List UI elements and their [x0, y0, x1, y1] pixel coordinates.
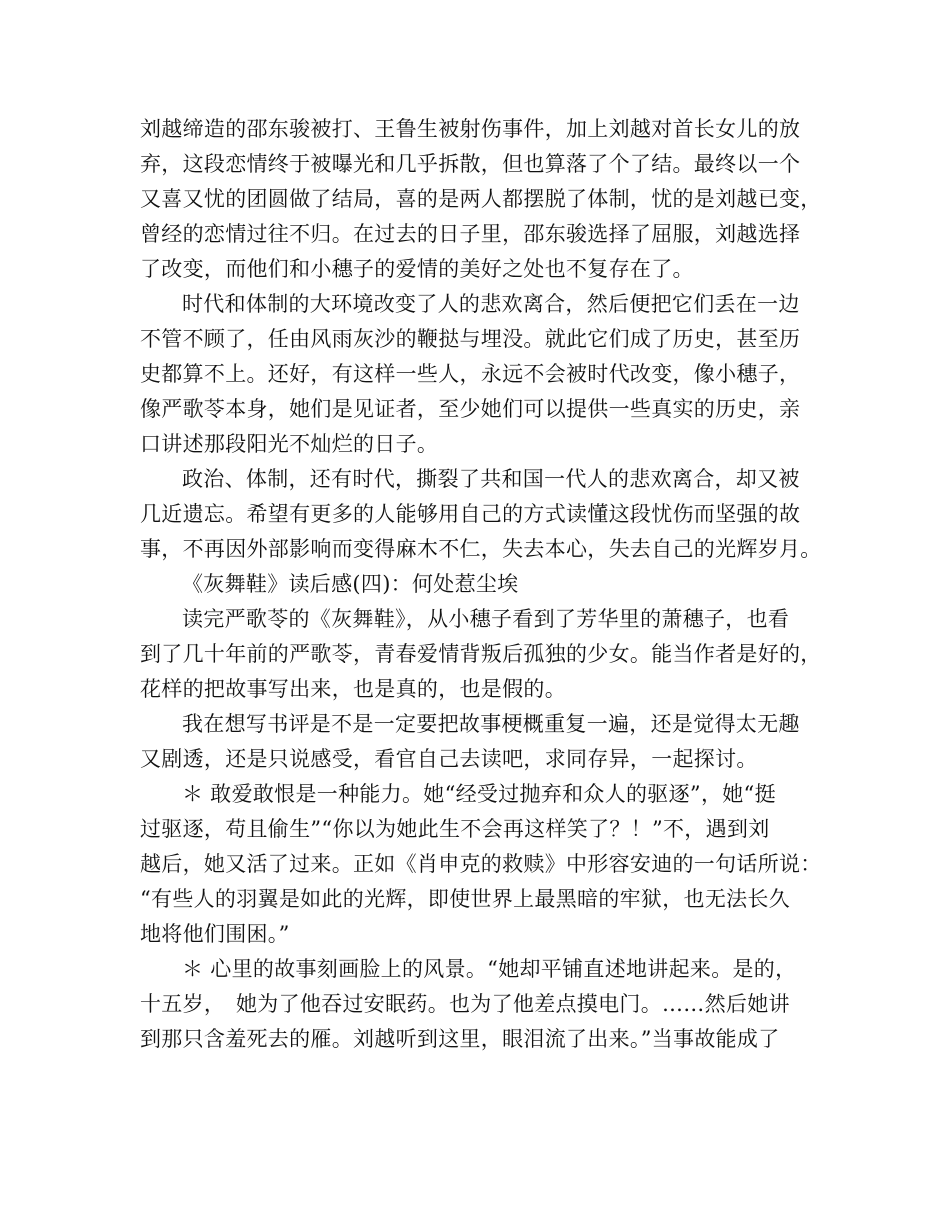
text-line: 时代和体制的大环境改变了人的悲欢离合，然后便把它们丢在一边 [182, 292, 800, 316]
text-line: 地将他们围困。” [140, 922, 290, 946]
text-line: 到了几十年前的严歌苓，青春爱情背叛后孤独的少女。能当作者是好的， [140, 642, 822, 666]
text-line: 到那只含羞死去的雁。刘越听到这里，眼泪流了出来。”当事故能成了 [140, 1027, 780, 1051]
text-line: 事，不再因外部影响而变得麻木不仁，失去本心，失去自己的光辉岁月。 [140, 537, 822, 561]
text-line: 读完严歌苓的《灰舞鞋》，从小穗子看到了芳华里的萧穗子，也看 [182, 607, 790, 631]
text-line: ＊ 心里的故事刻画脸上的风景。“她却平铺直述地讲起来。是的， [182, 957, 797, 981]
text-line: 曾经的恋情过往不归。在过去的日子里，邵东骏选择了屈服，刘越选择 [140, 222, 801, 246]
text-line: 又喜又忧的团圆做了结局，喜的是两人都摆脱了体制，忧的是刘越已变， [140, 187, 822, 211]
text-line: 史都算不上。还好，有这样一些人，永远不会被时代改变，像小穗子， [140, 362, 801, 386]
text-line: 政治、体制，还有时代，撕裂了共和国一代人的悲欢离合，却又被 [182, 467, 800, 491]
text-line: ＊ 敢爱敢恨是一种能力。她“经受过抛弃和众人的驱逐”，她“挺 [182, 782, 776, 806]
document-body [140, 112, 830, 1057]
text-line: 弃，这段恋情终于被曝光和几乎拆散，但也算落了个了结。最终以一个 [140, 152, 801, 176]
text-line: 了改变，而他们和小穗子的爱情的美好之处也不复存在了。 [140, 257, 694, 281]
text-line: 花样的把故事写出来，也是真的，也是假的。 [140, 677, 566, 701]
text-line: 越后，她又活了过来。正如《肖申克的救赎》中形容安迪的一句话所说： [140, 852, 822, 876]
text-line: 不管不顾了，任由风雨灰沙的鞭挞与埋没。就此它们成了历史，甚至历 [140, 327, 801, 351]
text-line: 十五岁， 她为了他吞过安眠药。也为了他差点摸电门。……然后她讲 [140, 992, 790, 1016]
text-line: 像严歌苓本身，她们是见证者，至少她们可以提供一些真实的历史，亲 [140, 397, 801, 421]
text-line: “有些人的羽翼是如此的光辉，即使世界上最黑暗的牢狱，也无法长久 [140, 887, 791, 911]
text-line: 我在想写书评是不是一定要把故事梗概重复一遍，还是觉得太无趣 [182, 712, 800, 736]
text-line: 《灰舞鞋》读后感(四)：何处惹尘埃 [182, 572, 519, 596]
text-line: 口讲述那段阳光不灿烂的日子。 [140, 432, 439, 456]
text-line: 又剧透，还是只说感受，看官自己去读吧，求同存异，一起探讨。 [140, 747, 758, 771]
text-line: 过驱逐，苟且偷生”“你以为她此生不会再这样笑了？！”不，遇到刘 [140, 817, 770, 841]
text-line: 刘越缔造的邵东骏被打、王鲁生被射伤事件，加上刘越对首长女儿的放 [140, 117, 801, 141]
text-line: 几近遗忘。希望有更多的人能够用自己的方式读懂这段忧伤而坚强的故 [140, 502, 801, 526]
